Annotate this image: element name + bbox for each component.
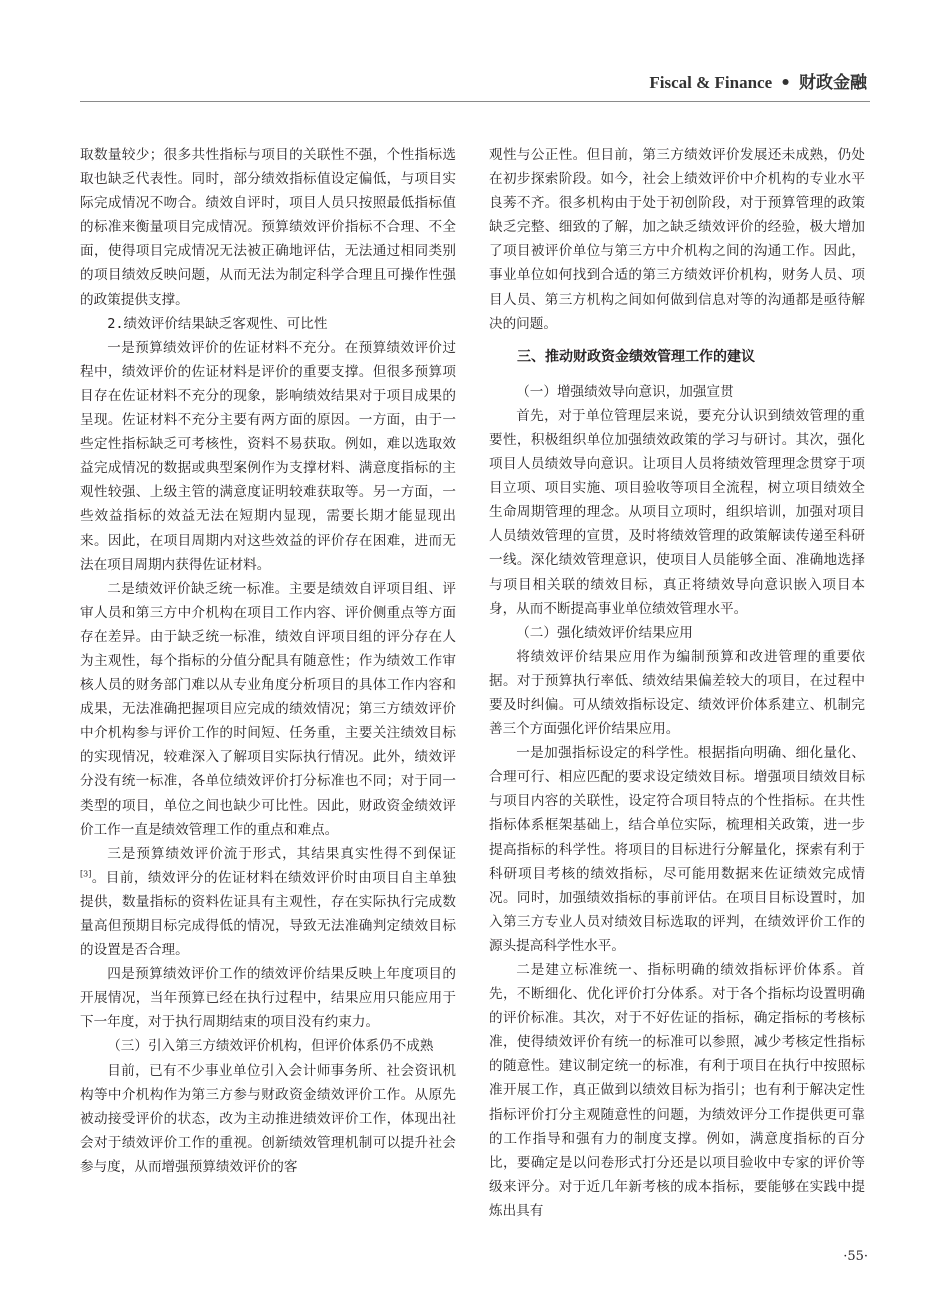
subsection-heading: （三）引入第三方绩效评价机构，但评价体系仍不成熟 — [107, 1038, 434, 1055]
paragraph: 目前，已有不少事业单位引入会计师事务所、社会资讯机构等中介机构作为第三方参与财政资金绩效评价工作。从原先被动接受评价的状态，改为主动推进绩效评价工作，体现出社会对于绩效评价工作的重视。创新绩效管理机制可以提升社会参与度，从而增强预算绩效评价的客 — [80, 1062, 456, 1175]
subsection-heading: （一）增强绩效导向意识，加强宣贯 — [516, 383, 734, 400]
paragraph: 观性与公正性。但目前，第三方绩效评价发展还未成熟，仍处在初步探索阶段。如今，社会上绩效评价中介机构的专业水平良莠不齐。很多机构由于处于初创阶段，对于预算管理的政策缺乏完整、细致的了解，加之缺乏绩效评价的经验，极大增加了项目被评价单位与第三方中介机构之间的沟通工作。因此，事业单位如何找到合适的第三方绩效评价机构，财务人员、项目人员、第三方机构之间如何做到信息对等的沟通都是亟待解决的问题。 — [489, 147, 865, 332]
paragraph: 一是预算绩效评价的佐证材料不充分。在预算绩效评价过程中，绩效评价的佐证材料是评价的重要支撑。但很多预算项目存在佐证材料不充分的现象，影响绩效结果对于项目成果的呈现。佐证材料不充分主要有两方面的原因。一方面，由于一些定性指标缺乏可考核性，资料不易获取。例如，难以选取效益完成情况的数据或典型案例作为支撑材料、满意度指标的主观性较强、上级主管的满意度证明较难获取等。另一方面，一些效益指标的效益无法在短期内显现，需要长期才能显现出来。因此，在项目周期内对这些效益的评价存在困难，进而无法在项目周期内获得佐证材料。 — [80, 339, 456, 573]
right-column — [489, 143, 865, 1223]
left-column — [80, 143, 456, 1179]
paragraph-text: 。目前，绩效评分的佐证材料在绩效评价时由项目自主单独提供，数量指标的资料佐证具有主观性，存在实际执行完成数量高但预期目标完成得低的情况，导致无法准确判定绩效目标的设置是否合理。 — [80, 869, 456, 959]
header-rule — [80, 101, 870, 102]
journal-running-head — [649, 68, 867, 93]
paragraph: 一是加强指标设定的科学性。根据指向明确、细化量化、合理可行、相应匹配的要求设定绩效目标。增强项目绩效目标与项目内容的关联性，设定符合项目特点的个性指标。在共性指标体系框架基础上，结合单位实际，梳理相关政策，进一步提高指标的科学性。将项目的目标进行分解量化，探索有利于科研项目考核的绩效指标，尽可能用数据来佐证绩效完成情况。同时，加强绩效指标的事前评估。在项目目标设置时，加入第三方专业人员对绩效目标选取的评判，在绩效评价工作的源头提高科学性水平。 — [489, 745, 865, 954]
paragraph — [80, 842, 456, 962]
paragraph: 将绩效评价结果应用作为编制预算和改进管理的重要依据。对于预算执行率低、绩效结果偏差较大的项目，在过程中要及时纠偏。可从绩效指标设定、绩效评价体系建立、机制完善三个方面强化评价结果应用。 — [489, 648, 865, 738]
header-separator: • — [780, 73, 791, 93]
subsection-heading: 2.绩效评价结果缺乏客观性、可比性 — [107, 315, 328, 332]
page-header — [80, 58, 870, 102]
paragraph: 四是预算绩效评价工作的绩效评价结果反映上年度项目的开展情况，当年预算已经在执行过程中，结果应用只能应用于下一年度，对于执行周期结束的项目没有约束力。 — [80, 966, 456, 1031]
journal-name-zh: 财政金融 — [799, 73, 867, 93]
page-number: ·55· — [843, 1249, 868, 1264]
paragraph-text: 三是预算绩效评价流于形式，其结果真实性得不到保证 — [107, 845, 456, 862]
paragraph: 取数量较少；很多共性指标与项目的关联性不强，个性指标选取也缺乏代表性。同时，部分绩效指标值设定偏低，与项目实际完成情况不吻合。绩效自评时，项目人员只按照最低指标值的标准来衡量项目完成情况。预算绩效评价指标不合理、不全面，使得项目完成情况无法被正确地评估，无法通过相同类别的项目绩效反映问题，从而无法为制定科学合理且可操作性强的政策提供支撑。 — [80, 147, 456, 308]
citation-ref: [3] — [80, 869, 92, 879]
paragraph: 首先，对于单位管理层来说，要充分认识到绩效管理的重要性，积极组织单位加强绩效政策的学习与研讨。其次，强化项目人员绩效导向意识。让项目人员将绩效管理理念贯穿于项目立项、项目实施、项目验收等项目全流程，树立项目绩效全生命周期管理的理念。从项目立项时，组织培训，加强对项目人员绩效管理的宣贯，及时将绩效管理的政策解读传递至科研一线。深化绩效管理意识，使项目人员能够全面、准确地选择与项目相关联的绩效目标，真正将绩效导向意识嵌入项目本身，从而不断提高事业单位绩效管理水平。 — [489, 407, 865, 617]
section-heading: 三、推动财政资金绩效管理工作的建议 — [517, 348, 755, 365]
subsection-heading: （二）强化绩效评价结果应用 — [516, 624, 693, 641]
paragraph: 二是建立标准统一、指标明确的绩效指标评价体系。首先，不断细化、优化评价打分体系。对于各个指标均设置明确的评价标准。其次，对于不好佐证的指标，确定指标的考核标准，使得绩效评价有统一的标准可以参照，减少考核定性指标的随意性。建议制定统一的标准，有利于项目在执行中按照标准开展工作，真正做到以绩效目标为指引；也有利于解决定性指标评价打分主观随意性的问题，为绩效评分工作提供更可靠的工作指导和强有力的制度支撑。例如，满意度指标的百分比，要确定是以问卷形式打分还是以项目验收中专家的评价等级来评分。对于近几年新考核的成本指标，要能够在实践中提炼出具有 — [489, 962, 865, 1219]
paragraph: 二是绩效评价缺乏统一标准。主要是绩效自评项目组、评审人员和第三方中介机构在项目工作内容、评价侧重点等方面存在差异。由于缺乏统一标准，绩效自评项目组的评分存在人为主观性，每个指标的分值分配具有随意性；作为绩效工作审核人员的财务部门难以从专业角度分析项目的具体工作内容和成果，无法准确把握项目应完成的绩效情况；第三方绩效评价中介机构参与评价工作的时间短、任务重，主要关注绩效目标的实现情况，较难深入了解项目实际执行情况。此外，绩效评分没有统一标准，各单位绩效评价打分标准也不同；对于同一类型的项目，单位之间也缺少可比性。因此，财政资金绩效评价工作一直是绩效管理工作的重点和难点。 — [80, 580, 456, 838]
journal-name-en: Fiscal & Finance — [649, 73, 773, 92]
